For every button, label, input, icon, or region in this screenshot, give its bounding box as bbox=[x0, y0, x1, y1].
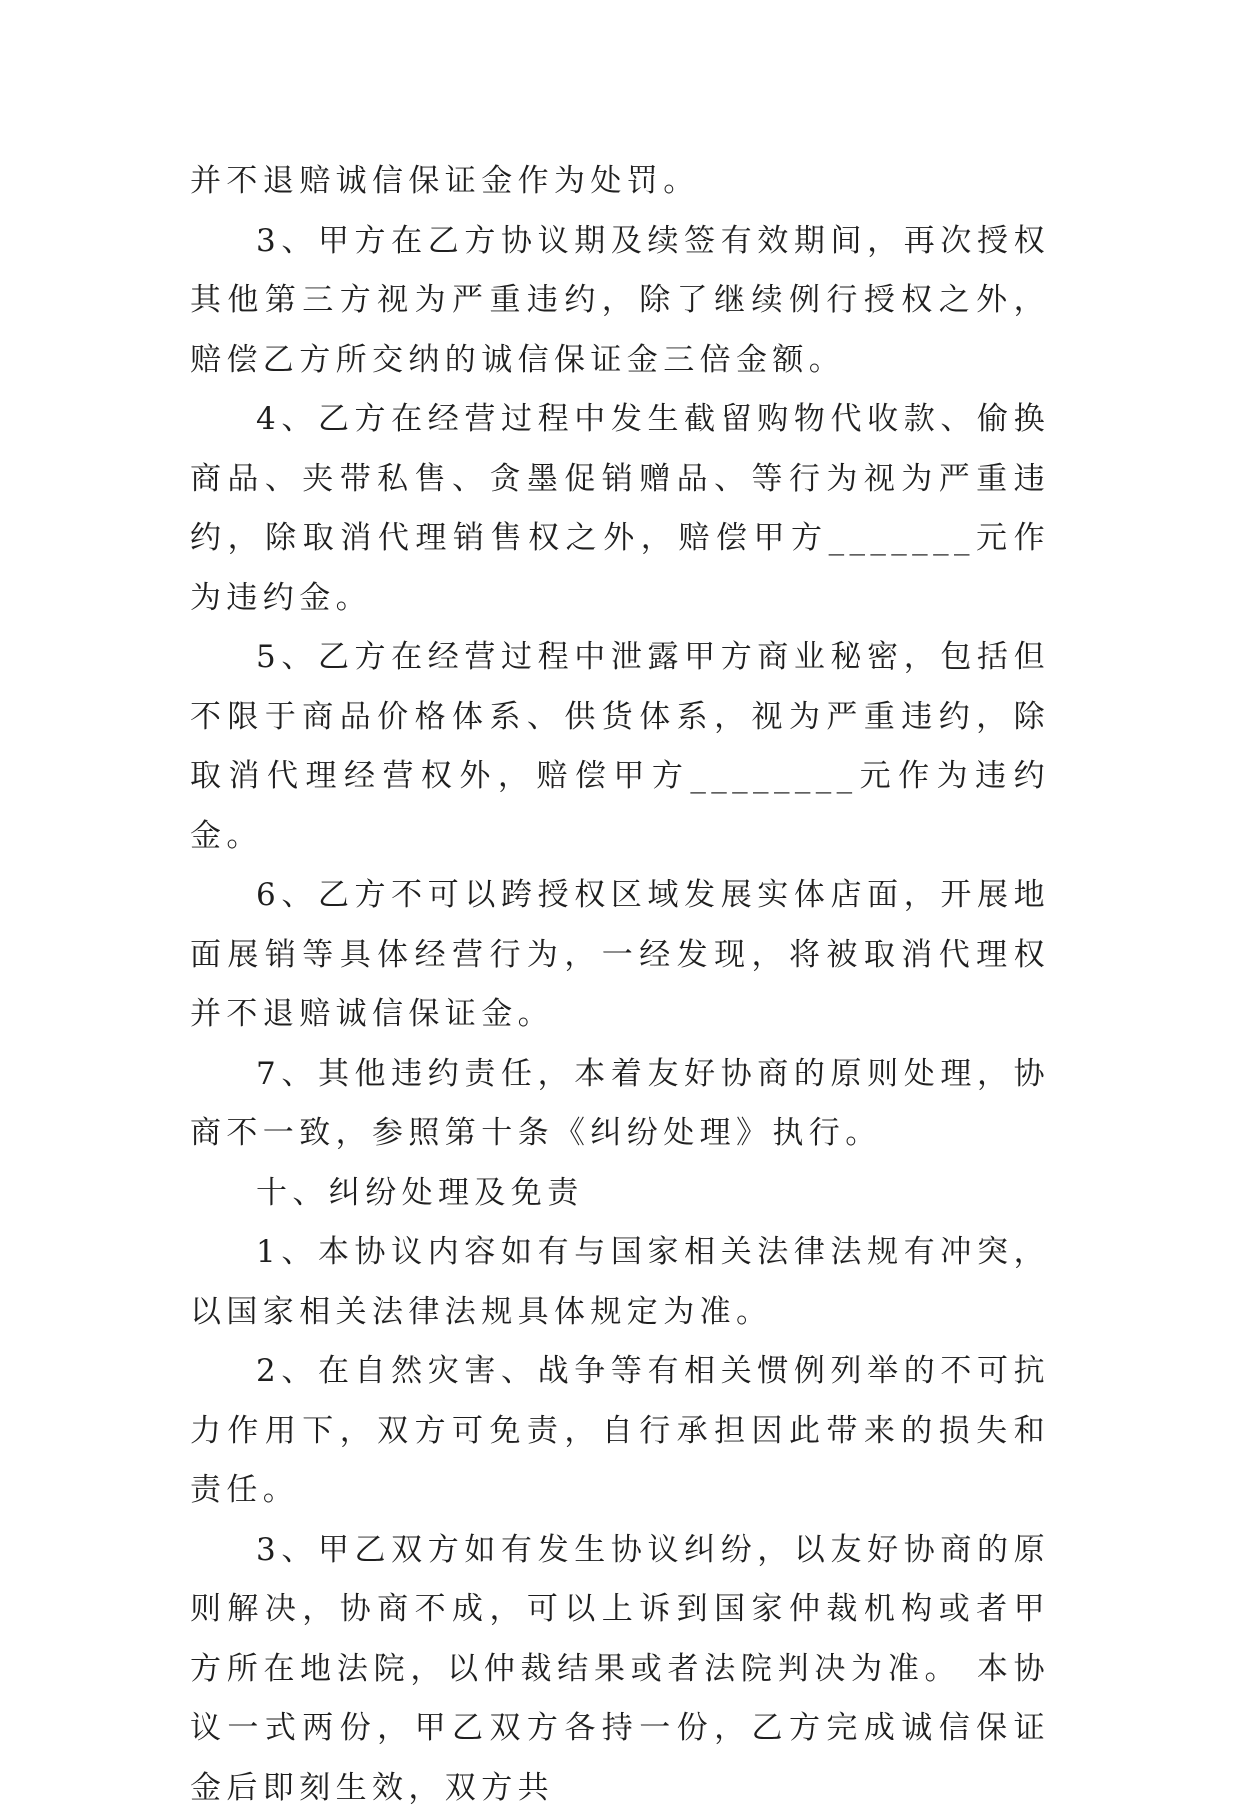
paragraph-clause-5-trade-secrets: 5、乙方在经营过程中泄露甲方商业秘密，包括但不限于商品价格体系、供货体系，视为严重违约，除取消代理经营权外，赔偿甲方________元作为违约金。 bbox=[190, 628, 1050, 866]
paragraph-dispute-2-force-majeure: 2、在自然灾害、战争等有相关惯例列举的不可抗力作用下，双方可免责，自行承担因此带来的损失和责任。 bbox=[190, 1342, 1050, 1521]
paragraph-clause-6-territory: 6、乙方不可以跨授权区域发展实体店面，开展地面展销等具体经营行为，一经发现，将被取消代理权并不退赔诚信保证金。 bbox=[190, 866, 1050, 1045]
document-body bbox=[190, 152, 1050, 1818]
paragraph-dispute-1-law: 1、本协议内容如有与国家相关法律法规有冲突，以国家相关法律法规具体规定为准。 bbox=[190, 1223, 1050, 1342]
paragraph-clause-3-reauthorization: 3、甲方在乙方协议期及续签有效期间，再次授权其他第三方视为严重违约，除了继续例行授权之外，赔偿乙方所交纳的诚信保证金三倍金额。 bbox=[190, 212, 1050, 391]
paragraph-clause-7-other-liability: 7、其他违约责任，本着友好协商的原则处理，协商不一致，参照第十条《纠纷处理》执行。 bbox=[190, 1045, 1050, 1164]
section-heading-disputes: 十、纠纷处理及免责 bbox=[190, 1164, 1050, 1224]
paragraph-dispute-3-arbitration: 3、甲乙双方如有发生协议纠纷，以友好协商的原则解决，协商不成，可以上诉到国家仲裁机构或者甲方所在地法院，以仲裁结果或者法院判决为准。 本协议一式两份，甲乙双方各持一份，乙方完成诚信保证金后即刻生效，双方共 bbox=[190, 1521, 1050, 1818]
paragraph-penalty-continuation: 并不退赔诚信保证金作为处罚。 bbox=[190, 152, 1050, 212]
paragraph-clause-4-misconduct: 4、乙方在经营过程中发生截留购物代收款、偷换商品、夹带私售、贪墨促销赠品、等行为视为严重违约，除取消代理销售权之外，赔偿甲方_______元作为违约金。 bbox=[190, 390, 1050, 628]
